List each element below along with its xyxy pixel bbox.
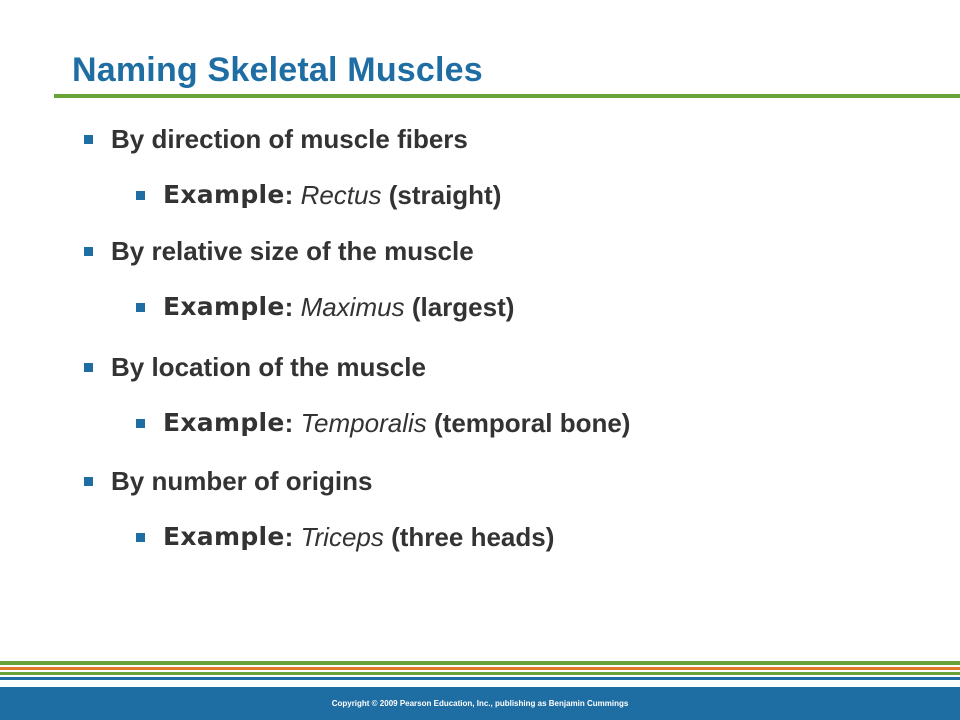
example-colon: : bbox=[284, 180, 294, 210]
footer-stripe-green-thin bbox=[0, 672, 960, 675]
example-term: Rectus bbox=[300, 180, 382, 210]
example-colon: : bbox=[284, 292, 294, 322]
sub-bullet-item bbox=[136, 292, 514, 322]
footer-stripe-blue bbox=[0, 677, 960, 680]
copyright-text: Copyright © 2009 Pearson Education, Inc., publishing as Benjamin Cummings bbox=[331, 699, 629, 708]
bullet-square-icon bbox=[84, 363, 93, 372]
example-colon: : bbox=[284, 522, 294, 552]
footer-stripe-green bbox=[0, 661, 960, 665]
example-term: Triceps bbox=[300, 522, 384, 552]
bullet-square-icon bbox=[136, 191, 145, 200]
bullet-heading: By relative size of the muscle bbox=[111, 236, 474, 266]
example-label: Example bbox=[163, 292, 285, 321]
example-label: Example bbox=[163, 408, 285, 437]
bullet-square-icon bbox=[136, 303, 145, 312]
sub-bullet-item bbox=[136, 522, 554, 552]
bullet-item bbox=[84, 124, 468, 154]
example-colon: : bbox=[284, 408, 294, 438]
example-description: (largest) bbox=[411, 292, 515, 322]
slide-title: Naming Skeletal Muscles bbox=[72, 51, 483, 89]
sub-bullet-item bbox=[136, 180, 501, 210]
example-term: Maximus bbox=[300, 292, 405, 322]
example-label: Example bbox=[163, 522, 285, 551]
bullet-square-icon bbox=[84, 247, 93, 256]
example-description: (three heads) bbox=[391, 522, 555, 552]
bullet-square-icon bbox=[84, 477, 93, 486]
example-description: (straight) bbox=[388, 180, 502, 210]
bullet-square-icon bbox=[84, 135, 93, 144]
example-label: Example bbox=[163, 180, 285, 209]
footer-bar bbox=[0, 687, 960, 720]
bullet-item bbox=[84, 236, 474, 266]
bullet-heading: By number of origins bbox=[111, 466, 373, 496]
bullet-heading: By direction of muscle fibers bbox=[111, 124, 468, 154]
example-term: Temporalis bbox=[300, 408, 427, 438]
bullet-item bbox=[84, 352, 426, 382]
sub-bullet-item bbox=[136, 408, 630, 438]
bullet-square-icon bbox=[136, 533, 145, 542]
bullet-heading: By location of the muscle bbox=[111, 352, 426, 382]
footer-stripe-orange bbox=[0, 667, 960, 670]
bullet-item bbox=[84, 466, 372, 496]
bullet-square-icon bbox=[136, 419, 145, 428]
example-description: (temporal bone) bbox=[434, 408, 631, 438]
